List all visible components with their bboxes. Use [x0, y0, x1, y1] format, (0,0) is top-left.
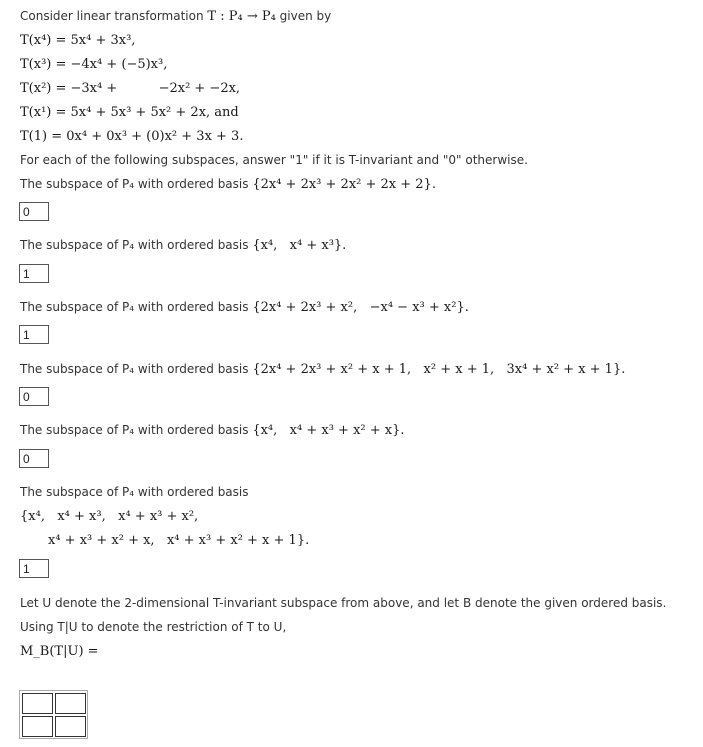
matrix-cell-1-2[interactable] — [55, 693, 86, 714]
question-5: The subspace of P₄ with ordered basis {x⁴, x⁴ + x³ + x² + x}. — [20, 423, 405, 438]
basis-4: {2x⁴ + 2x³ + x² + x + 1, x² + x + 1, 3x⁴ + x² + x + 1}. — [252, 362, 626, 377]
transform-x4: T(x⁴) = 5x⁴ + 3x³, — [20, 33, 136, 48]
transform-x2: T(x²) = −3x⁴ + −2x² + −2x, — [20, 81, 241, 96]
matrix-cell-2-2[interactable] — [55, 716, 86, 737]
basis-6-line-1: {x⁴, x⁴ + x³, x⁴ + x³ + x², — [20, 509, 199, 524]
question-1: The subspace of P₄ with ordered basis {2x⁴ + 2x³ + 2x² + 2x + 2}. — [20, 177, 436, 192]
transformation-signature: T : P₄ → P₄ — [207, 9, 276, 24]
matrix-answer-grid — [19, 690, 88, 739]
answer-input-2[interactable]: 1 — [19, 264, 49, 283]
basis-1: {2x⁴ + 2x³ + 2x² + 2x + 2}. — [252, 177, 436, 192]
transform-x3: T(x³) = −4x⁴ + (−5)x³, — [20, 57, 168, 72]
closing-line-1: Let U denote the 2-dimensional T-invariant subspace from above, and let B denote the given ordered basis. — [20, 596, 667, 610]
answer-input-1[interactable]: 0 — [19, 202, 49, 221]
basis-2: {x⁴, x⁴ + x³}. — [252, 238, 347, 253]
question-6: The subspace of P₄ with ordered basis — [20, 485, 249, 499]
matrix-cell-1-1[interactable] — [22, 693, 53, 714]
problem-intro: Consider linear transformation T : P₄ → P₄ given by — [20, 9, 332, 24]
transform-1: T(1) = 0x⁴ + 0x³ + (0)x² + 3x + 3. — [20, 129, 244, 144]
question-2: The subspace of P₄ with ordered basis {x⁴, x⁴ + x³}. — [20, 238, 347, 253]
basis-5: {x⁴, x⁴ + x³ + x² + x}. — [252, 423, 405, 438]
question-3: The subspace of P₄ with ordered basis {2x⁴ + 2x³ + x², −x⁴ − x³ + x²}. — [20, 300, 469, 315]
answer-input-6[interactable]: 1 — [19, 559, 49, 578]
basis-6-line-2: x⁴ + x³ + x² + x, x⁴ + x³ + x² + x + 1}. — [48, 533, 310, 548]
instruction-text: For each of the following subspaces, answer "1" if it is T-invariant and "0" otherwise. — [20, 153, 528, 167]
closing-line-2: Using T|U to denote the restriction of T to U, — [20, 620, 287, 634]
matrix-cell-2-1[interactable] — [22, 716, 53, 737]
transform-x1: T(x¹) = 5x⁴ + 5x³ + 5x² + 2x, and — [20, 105, 239, 120]
matrix-label: M_B(T|U) = — [20, 644, 99, 659]
basis-3: {2x⁴ + 2x³ + x², −x⁴ − x³ + x²}. — [252, 300, 469, 315]
answer-input-3[interactable]: 1 — [19, 325, 49, 344]
answer-input-4[interactable]: 0 — [19, 387, 49, 406]
answer-input-5[interactable]: 0 — [19, 449, 49, 468]
question-4: The subspace of P₄ with ordered basis {2x⁴ + 2x³ + x² + x + 1, x² + x + 1, 3x⁴ + x² + x + 1}. — [20, 362, 626, 377]
